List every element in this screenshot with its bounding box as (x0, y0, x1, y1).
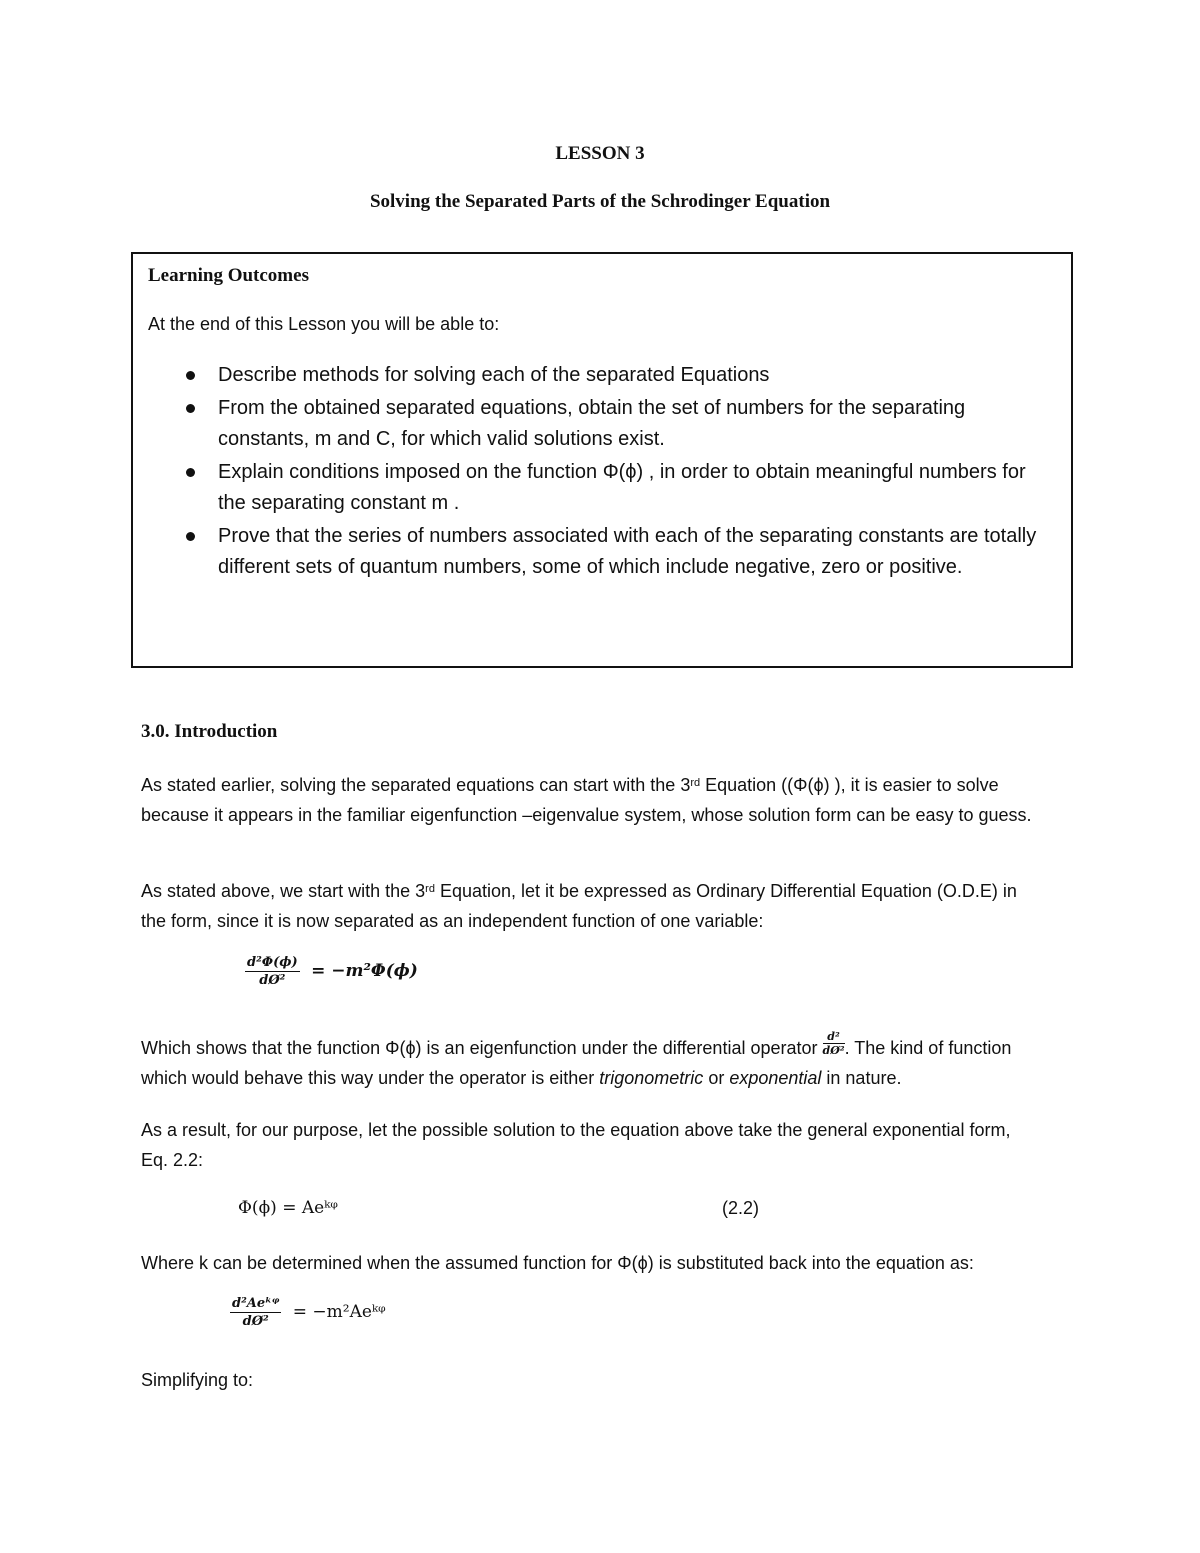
intro-paragraph-2 (141, 877, 1041, 936)
para-text: As stated above, we start with the 3 (141, 881, 426, 901)
outcome-text: Describe methods for solving each of the separated Equations (218, 364, 770, 386)
bullet-icon (186, 532, 195, 541)
lesson-title: LESSON 3 (555, 143, 645, 164)
fraction-denominator: dØ² (242, 1314, 269, 1329)
para-text: Equation, let it be expressed as Ordinary Differential Equation (O.D.E) in the form, since it is now separated as an independent function of one variable: (141, 881, 1017, 931)
equation-rhs: = −m²Aeᵏᵠ (292, 1302, 386, 1322)
outcome-item (148, 521, 1058, 583)
learning-outcomes-box (131, 252, 1073, 668)
bullet-icon (186, 404, 195, 413)
equation-fraction (230, 1296, 281, 1329)
para-text: As stated earlier, solving the separated equations can start with the 3 (141, 775, 691, 795)
outcome-text: Prove that the series of numbers associated with each of the separating constants are totally different sets of quantum numbers, some of which include negative, zero or positive. (218, 525, 1037, 578)
outcome-item (148, 360, 1058, 391)
equation-2-2: Φ(ϕ) = Aeᵏᵠ (238, 1198, 338, 1218)
outcome-list (148, 360, 1058, 585)
intro-paragraph-3 (141, 1029, 1041, 1093)
outcome-text: From the obtained separated equations, obtain the set of numbers for the separating constants, m and C, for which valid solutions exist. (218, 397, 966, 450)
section-heading: 3.0. Introduction (141, 721, 278, 742)
para-text: in nature. (821, 1067, 902, 1088)
fraction-denominator: dØ² (822, 1043, 845, 1057)
intro-paragraph-6: Simplifying to: (141, 1370, 254, 1390)
intro-paragraph-1 (141, 771, 1041, 830)
para-text: Equation ((Φ(ϕ) ), it is easier to solve because it appears in the familiar eigenfunction –eigenvalue system, whose solution form can be easy to guess. (141, 775, 1032, 825)
intro-paragraph-4: As a result, for our purpose, let the possible solution to the equation above take the general exponential form, Eq. 2.2: (141, 1120, 1011, 1170)
operator-fraction (823, 1030, 845, 1057)
bullet-icon (186, 468, 195, 477)
equation-rhs: = −m²Φ(ϕ) (311, 961, 418, 981)
fraction-numerator: d² (823, 1030, 845, 1044)
fraction-numerator: d²Aeᵏᵠ (232, 1296, 280, 1311)
outcome-text: Explain conditions imposed on the function Φ(ϕ) , in order to obtain meaningful numbers for the separating constant m . (218, 461, 1026, 514)
emphasis-text: trigonometric (599, 1067, 704, 1088)
superscript: rd (425, 883, 435, 895)
intro-paragraph-5: Where k can be determined when the assumed function for Φ(ϕ) is substituted back into the equation as: (141, 1253, 974, 1273)
para-text: . The kind of function which would behave this way under the operator is either (141, 1038, 1012, 1088)
fraction-denominator: dØ² (259, 973, 286, 988)
fraction-numerator: d²Φ(ϕ) (247, 955, 298, 970)
para-text: Which shows that the function Φ(ϕ) is an eigenfunction under the differential operator (141, 1038, 823, 1058)
outcome-item (148, 393, 1058, 455)
para-text: or (703, 1067, 730, 1088)
lesson-subtitle: Solving the Separated Parts of the Schrodinger Equation (369, 191, 831, 212)
equation-label: (2.2) (722, 1198, 760, 1218)
equation-fraction (245, 955, 300, 988)
learning-outcomes-intro: At the end of this Lesson you will be able to: (148, 314, 500, 334)
equation-ode (245, 955, 418, 988)
equation-substituted (230, 1296, 386, 1329)
superscript: rd (690, 777, 701, 789)
learning-outcomes-heading: Learning Outcomes (148, 265, 309, 286)
outcome-item (148, 457, 1058, 519)
emphasis-text: exponential (729, 1067, 822, 1088)
bullet-icon (186, 371, 195, 380)
